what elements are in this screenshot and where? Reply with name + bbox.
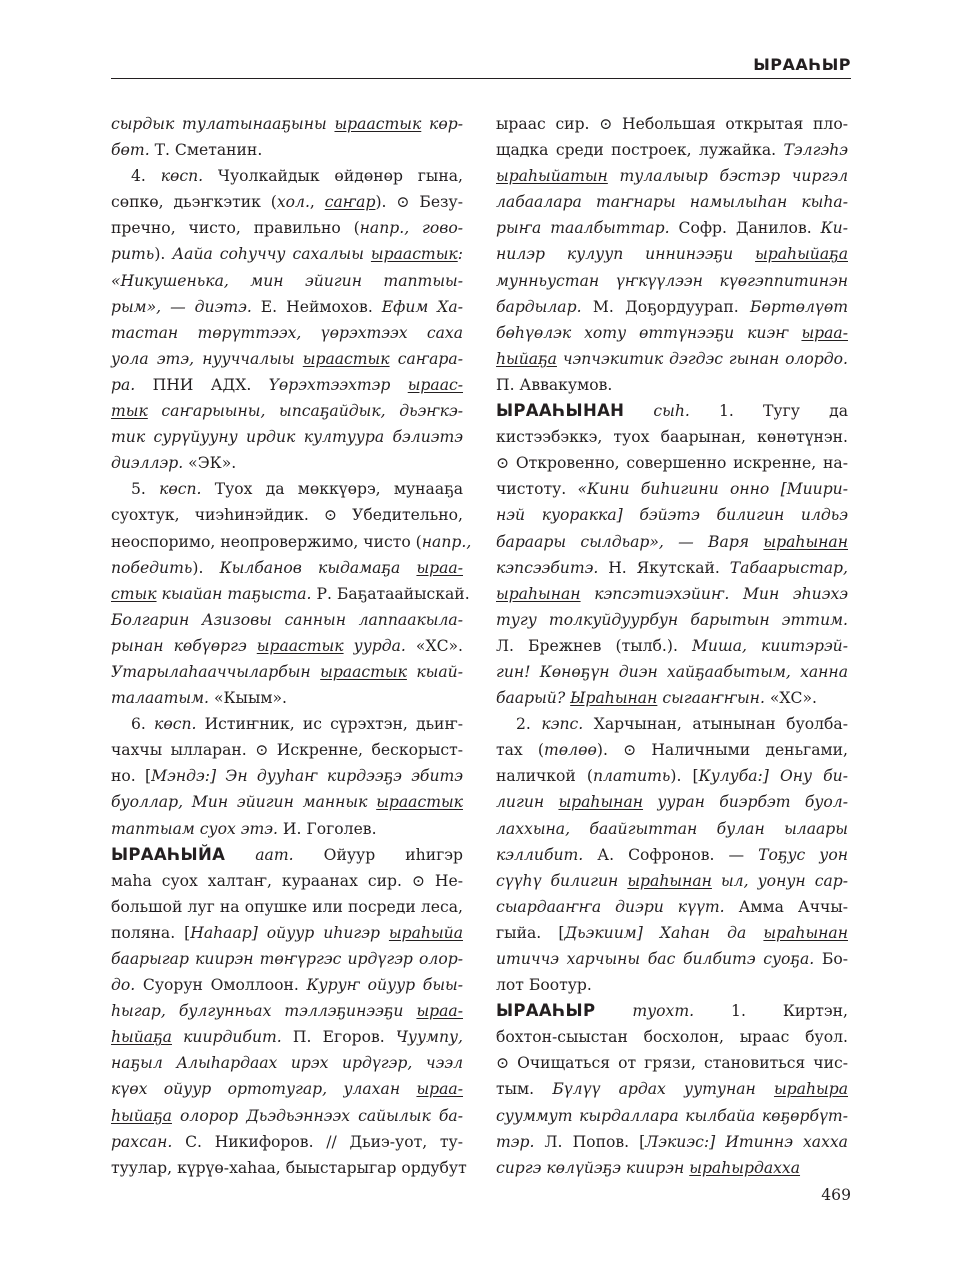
italic-text: бөһүөлэк хоту өттүнээҕи киэҥ <box>496 323 802 342</box>
example-keyword: ыраа- <box>416 558 463 577</box>
text-line <box>111 737 463 763</box>
example-keyword: ыраһынан <box>496 584 581 603</box>
plain-text: ). [ <box>670 767 699 786</box>
plain-text: М. Доҕордуурап. <box>581 297 750 316</box>
text-line <box>496 137 848 163</box>
example-keyword: ыраастык <box>320 662 407 681</box>
italic-text: кэпсэтиэхэйиҥ. Мин эһиэхэ <box>580 584 848 603</box>
plain-text: Чуолкайдык өйдөнөр гына, <box>203 167 463 186</box>
italic-text: бөт. <box>111 141 150 160</box>
text-line <box>496 163 848 189</box>
text-line <box>496 1076 848 1102</box>
example-keyword: ыраа- <box>416 1080 463 1099</box>
text-line <box>496 763 848 789</box>
text-line <box>496 946 848 972</box>
italic-text: хол. <box>276 193 310 212</box>
text-line <box>496 659 848 685</box>
plain-text: 1. Тугу да <box>689 402 848 421</box>
example-keyword: һыйаҕа <box>111 1106 172 1125</box>
text-line <box>111 450 463 476</box>
right-column <box>496 111 848 1181</box>
text-line <box>111 137 463 163</box>
plain-text <box>595 1002 632 1020</box>
italic-text: Кулуба:] Ону би- <box>698 767 848 786</box>
italic-text: Бөртөлүөт <box>749 297 848 316</box>
italic-text: бардылар. <box>496 297 582 316</box>
plain-text: туулар, күрүө-хаһаа, быыстарыгар ордубут <box>111 1158 467 1177</box>
italic-text: гин! Көнөҕүн диэн хайҕаабытым, ханна <box>496 662 848 681</box>
italic-text: күөх ойуур ортотугар, улахан <box>111 1080 417 1099</box>
italic-text: мунньустан үҥкүүлээн күөгэппитинэн <box>496 271 848 290</box>
italic-text: чэпчэкитик дэгдэс гынан олордо. <box>556 349 848 368</box>
text-line <box>111 1076 463 1102</box>
plain-text: Т. Сметанин. <box>149 141 263 160</box>
italic-text: саҥара- <box>389 349 463 368</box>
italic-text: кэпсээбитэ. <box>496 558 599 577</box>
italic-text: аат. <box>255 845 294 864</box>
example-keyword: ыраһырдахха <box>689 1158 801 1177</box>
plain-text: ). <box>192 558 220 577</box>
italic-text: төлөө <box>543 741 597 760</box>
text-line <box>496 189 848 215</box>
plain-text: кистээбэккэ, туох баарынан, көнөтүнэн. <box>496 428 848 447</box>
text-line <box>496 581 848 607</box>
italic-text: киирдибит. <box>171 1028 282 1047</box>
italic-text: көсп. <box>160 167 204 186</box>
example-keyword: ыраһыра <box>773 1080 848 1099</box>
italic-text: Чуумпу, <box>395 1028 463 1047</box>
italic-text: кэллибит. <box>496 845 584 864</box>
text-line <box>496 294 848 320</box>
text-line <box>496 320 848 346</box>
text-line <box>496 972 848 998</box>
plain-text: но. [ <box>111 767 152 786</box>
italic-text: көр- <box>421 115 463 133</box>
italic-text: бараары сылдьар», — Варя <box>496 532 764 551</box>
text-line <box>111 685 463 711</box>
plain-text: Л. Брежнев (тылб.). <box>496 636 692 655</box>
plain-text: 5. <box>131 480 160 499</box>
example-keyword: һыйаҕа <box>496 349 557 368</box>
text-line <box>496 1129 848 1155</box>
italic-text: нэй куоракка] бэйэтэ билигин илдьэ <box>496 506 848 525</box>
italic-text: Дьэкиим] Хаһан да <box>564 923 764 942</box>
text-line <box>111 789 463 815</box>
text-line <box>111 424 463 450</box>
italic-text: платить <box>593 767 671 786</box>
text-line <box>111 555 463 581</box>
example-keyword: тык <box>111 402 148 421</box>
example-keyword: ыраастык <box>302 349 390 368</box>
italic-text: тастан төрүттээх, үөрэхтээх саха <box>111 323 463 342</box>
italic-text: тэр. <box>496 1132 535 1151</box>
italic-text: Лэкиэс:] <box>645 1132 716 1151</box>
text-line <box>111 894 463 920</box>
text-line <box>496 998 848 1024</box>
plain-text: «ХС». <box>405 636 463 655</box>
italic-text: талаатым. <box>111 689 209 708</box>
plain-text: ыраас сир. ⊙ Небольшая открытая пло- <box>496 115 848 133</box>
italic-text: көсп. <box>159 480 202 499</box>
plain-text: Е. Неймохов. <box>251 297 382 316</box>
plain-text: чистоту. <box>496 480 578 499</box>
example-keyword: саҥар <box>324 193 376 212</box>
text-line <box>496 555 848 581</box>
italic-text: ыл, уонун сар- <box>711 871 849 890</box>
plain-text: сөпкө, дьэҥкэтик ( <box>111 193 277 212</box>
text-line <box>111 294 463 320</box>
italic-text: кыай- <box>406 662 463 681</box>
example-keyword: ыраһыйатын <box>496 167 608 186</box>
italic-text: лабаалара таҥнары намылыһан кыһа- <box>496 193 848 212</box>
text-line <box>111 372 463 398</box>
text-line <box>111 1129 463 1155</box>
plain-text: большой луг на опушке или посреди леса, <box>111 897 463 916</box>
text-line <box>111 946 463 972</box>
text-line <box>111 1103 463 1129</box>
italic-text: Бүлүү ардах уутунан <box>552 1080 774 1099</box>
italic-text: кэпс. <box>541 715 584 734</box>
text-line <box>111 111 463 137</box>
text-line <box>496 711 848 737</box>
plain-text: 1. Киртэн, <box>694 1002 848 1021</box>
text-line <box>111 398 463 424</box>
plain-text: С. Никифоров. // Дьиэ-уот, ту- <box>172 1132 463 1151</box>
text-line <box>111 1155 467 1181</box>
text-line <box>496 737 848 763</box>
text-line <box>496 215 848 241</box>
plain-text: лот Боотур. <box>496 976 592 995</box>
italic-text: сыардааҥҥа диэри күүт. <box>496 897 725 916</box>
italic-text: диэллэр. <box>111 454 184 473</box>
italic-text: баарыгар киирэн төҥүргэс ирдүгэр олор- <box>111 950 463 968</box>
text-line <box>111 607 463 633</box>
plain-text: Ойуур иһигэр <box>293 845 463 864</box>
plain-text: ПНИ АДХ. <box>135 375 269 394</box>
text-line <box>496 398 848 424</box>
plain-text: ⊙ Очищаться от грязи, становиться чис- <box>496 1054 848 1073</box>
italic-text: баарый? <box>496 689 566 708</box>
plain-text: П. Аввакумов. <box>496 375 613 394</box>
italic-text: ойуур иһигэр <box>257 923 389 942</box>
plain-text: Суорун Омоллоон. <box>135 976 307 995</box>
italic-text: «Никушенька, мин эйигин таптыы- <box>111 271 463 290</box>
plain-text: ). ⊙ Безу- <box>375 193 463 212</box>
plain-text: П. Егоров. <box>281 1028 396 1047</box>
example-keyword: ыраа- <box>416 1002 463 1021</box>
italic-text: Мэндэ:] <box>151 767 217 786</box>
header-rule <box>111 78 851 79</box>
italic-text: рым», — диэтэ. <box>111 297 252 316</box>
text-line <box>496 346 848 372</box>
text-line <box>111 659 463 685</box>
text-line <box>111 163 463 189</box>
italic-text: көсп. <box>154 715 197 734</box>
text-line <box>496 268 848 294</box>
italic-text: ууран биэрбэт буол- <box>643 793 848 812</box>
text-line <box>111 1024 463 1050</box>
italic-text: уурда. <box>343 636 406 655</box>
italic-text: тугу толкуйдуурбун барытын эттим. <box>496 610 848 629</box>
text-line <box>496 607 848 633</box>
italic-text: рыҥа таалбыттар. <box>496 219 670 238</box>
plain-text: неоспоримо, неопровержимо, чисто ( <box>111 532 422 551</box>
running-head: ЫРААҺЫР <box>753 55 851 74</box>
text-line <box>111 346 463 372</box>
example-keyword: стык <box>111 584 157 603</box>
text-line <box>496 894 848 920</box>
example-keyword: ыраастык <box>370 245 458 264</box>
plain-text: наличкой ( <box>496 767 594 786</box>
italic-text: Итиннэ хахха <box>715 1132 848 1151</box>
plain-text: , <box>309 193 325 212</box>
italic-text: таптыам суох этэ. <box>111 819 278 838</box>
italic-text: сууммут кырдаллара кылбайа көҕөрбүт- <box>496 1106 848 1125</box>
plain-text: «Кыым». <box>208 689 287 708</box>
italic-text: саҥарыыны, ыпсаҕайдык, дьэҥкэ- <box>147 402 463 421</box>
plain-text: 4. <box>131 167 161 186</box>
plain-text: Харчынан, атынынан буолба- <box>583 715 848 734</box>
italic-text: Табаарыстар, <box>729 558 848 577</box>
example-keyword: ыраһынан <box>763 532 848 551</box>
text-line <box>111 320 463 346</box>
italic-text: сыһ. <box>653 402 690 421</box>
plain-text: Бо- <box>814 950 848 968</box>
plain-text: «ХС». <box>764 689 817 708</box>
italic-text: сүүһү билигин <box>496 871 628 890</box>
italic-text: рить <box>111 245 155 264</box>
text-line <box>111 842 463 868</box>
italic-text: Ефим Ха- <box>381 297 463 316</box>
text-line <box>496 685 848 711</box>
plain-text: Н. Якутскай. <box>598 558 730 577</box>
text-line <box>111 816 463 842</box>
plain-text: тым. <box>496 1080 553 1099</box>
plain-text <box>225 846 255 864</box>
italic-text: до. <box>111 976 136 995</box>
italic-text: Миша, киитэрэй- <box>691 636 848 655</box>
italic-text: Тоҕус уон <box>758 845 848 864</box>
plain-text: 2. <box>516 715 542 734</box>
italic-text: Ки- <box>820 219 848 238</box>
text-line <box>111 189 463 215</box>
example-keyword: ыраа- <box>801 323 848 342</box>
text-line <box>496 372 848 398</box>
plain-text: чахчы ылларан. ⊙ Искренне, бескорыст- <box>111 741 463 760</box>
text-line <box>111 581 470 607</box>
plain-text: Л. Попов. [ <box>534 1132 646 1151</box>
italic-text: Болгарин Азизовы саннын лаппаакыла- <box>111 610 463 629</box>
example-keyword: ыраһынан <box>627 871 712 890</box>
italic-text: сыгааҥҥын. <box>657 689 765 708</box>
example-keyword: Ыраһынан <box>570 689 658 708</box>
example-keyword: ыраһыйаҕа <box>755 245 848 264</box>
text-line <box>111 711 463 737</box>
example-keyword: ыраастык <box>256 636 344 655</box>
italic-text: тик сурүйууну ирдик култуура бэлиэтэ <box>111 428 463 447</box>
headword: ЫРААҺЫНАН <box>496 401 625 421</box>
plain-text <box>624 402 653 420</box>
page-number: 469 <box>821 1186 851 1204</box>
italic-text: кыайан таҕыста. <box>156 584 312 603</box>
text-line <box>496 789 848 815</box>
italic-text: Үөрэхтээхтэр <box>268 375 408 394</box>
italic-text: итиччэ харчыны бас билбитэ суоҕа. <box>496 950 815 968</box>
text-line <box>496 529 848 555</box>
italic-text: Утарылаһааччыларбын <box>111 662 321 681</box>
plain-text: И. Гоголев. <box>277 819 377 838</box>
italic-text: рахсан. <box>111 1132 173 1151</box>
text-line <box>111 920 463 946</box>
italic-text: напр., гово- <box>359 219 463 238</box>
text-line <box>111 268 463 294</box>
left-column <box>111 111 472 1181</box>
example-keyword: ыраастык <box>376 793 463 812</box>
italic-text: лигин <box>496 793 559 812</box>
example-keyword: ыраһынан <box>763 923 848 942</box>
plain-text: Софр. Данилов. <box>669 219 821 238</box>
text-line <box>496 1050 848 1076</box>
italic-text: тулалыыр бэстэр чиргэл <box>607 167 848 186</box>
plain-text: Туох да мөккүөрэ, мунааҕа <box>201 480 463 499</box>
headword: ЫРААҺЫР <box>496 1001 596 1021</box>
text-line <box>496 424 848 450</box>
text-line <box>111 998 463 1024</box>
text-line <box>496 842 848 868</box>
text-line <box>496 1103 848 1129</box>
text-line <box>496 816 848 842</box>
italic-text: Куруҥ ойуур быы- <box>306 976 463 995</box>
italic-text: уола этэ, нууччалыы <box>111 349 303 368</box>
italic-text: наҕыл Алыһардаах ирэх ирдүгэр, чээл <box>111 1054 463 1073</box>
text-line <box>111 763 463 789</box>
italic-text: олорор Дьэдьэннээх сайылык ба- <box>171 1106 463 1125</box>
italic-text: туохт. <box>632 1002 695 1021</box>
example-keyword: ыраас- <box>407 375 463 394</box>
plain-text: поляна. [ <box>111 923 191 942</box>
text-line <box>496 920 848 946</box>
plain-text: 6. <box>131 715 155 734</box>
text-line <box>111 241 463 267</box>
example-keyword: ыраастык <box>334 115 422 133</box>
text-line <box>111 972 463 998</box>
italic-text: нилэр кулууп иннинээҕи <box>496 245 756 264</box>
text-line <box>111 868 463 894</box>
italic-text: рынан көбүөргэ <box>111 636 257 655</box>
text-line <box>496 476 848 502</box>
text-line <box>496 111 848 137</box>
italic-text: сиргэ көлүйэҕэ киирэн <box>496 1158 690 1177</box>
plain-text: Р. Баҕатаайыскай. <box>311 584 470 603</box>
italic-text: лаххына, баайгыттан булан ылаары <box>496 819 848 838</box>
italic-text: Аайа соһуччу сахалыы <box>172 245 371 264</box>
example-keyword: һыйаҕа <box>111 1028 172 1047</box>
plain-text: ⊙ Откровенно, совершенно искренне, на- <box>496 454 848 473</box>
italic-text: ра. <box>111 375 136 394</box>
plain-text: Истиҥник, ис сүрэхтэн, дьиҥ- <box>196 715 464 734</box>
example-keyword: ыраһыйа <box>388 923 463 942</box>
text-line <box>496 633 848 659</box>
plain-text: А. Софронов. — <box>583 845 759 864</box>
text-line <box>496 450 848 476</box>
text-line <box>496 502 848 528</box>
plain-text: «ЭК». <box>183 454 237 473</box>
italic-text: «Кини биһигини онно [Миири- <box>577 480 848 499</box>
text-line <box>111 502 463 528</box>
italic-text: Эн дууһаҥ кирдээҕэ эбитэ <box>216 767 464 786</box>
text-line <box>111 215 463 241</box>
italic-text: Наһаар] <box>190 923 258 942</box>
italic-text: сырдык тулатынааҕыны <box>111 115 335 133</box>
italic-text: Кылбанов кыдамаҕа <box>219 558 417 577</box>
italic-text: һыгар, булгунньах тэллэҕинээҕи <box>111 1002 417 1021</box>
plain-text: гыйа. [ <box>496 923 565 942</box>
plain-text: щадка среди построек, лужайка. <box>496 141 784 160</box>
text-line <box>111 1050 463 1076</box>
plain-text: суохтук, чиэһинэйдик. ⊙ Убедительно, <box>111 506 463 525</box>
plain-text: тах ( <box>496 741 544 760</box>
example-keyword: ыраһынан <box>558 793 644 812</box>
text-line <box>496 1024 848 1050</box>
headword: ЫРААҺЫЙА <box>111 844 226 864</box>
italic-text: : <box>457 245 463 264</box>
text-line <box>111 529 472 555</box>
italic-text: Тэлгэһэ <box>783 141 848 160</box>
text-line <box>496 868 848 894</box>
italic-text: победить <box>111 558 193 577</box>
plain-text: бохтон-сыыстан босхолон, ыраас буол. <box>496 1028 848 1047</box>
italic-text: напр., <box>421 532 472 551</box>
plain-text: пречно, чисто, правильно ( <box>111 219 360 238</box>
italic-text: буоллар, Мин эйигин маннык <box>111 793 377 812</box>
plain-text: маһа суох халтаҥ, кураанах сир. ⊙ Не- <box>111 871 463 890</box>
text-line <box>111 633 463 659</box>
plain-text: ). ⊙ Наличными деньгами, <box>596 741 848 760</box>
text-line <box>111 476 463 502</box>
plain-text: ). <box>154 245 173 264</box>
text-line <box>496 1155 848 1181</box>
text-line <box>496 241 848 267</box>
plain-text: Амма Аччы- <box>724 897 848 916</box>
